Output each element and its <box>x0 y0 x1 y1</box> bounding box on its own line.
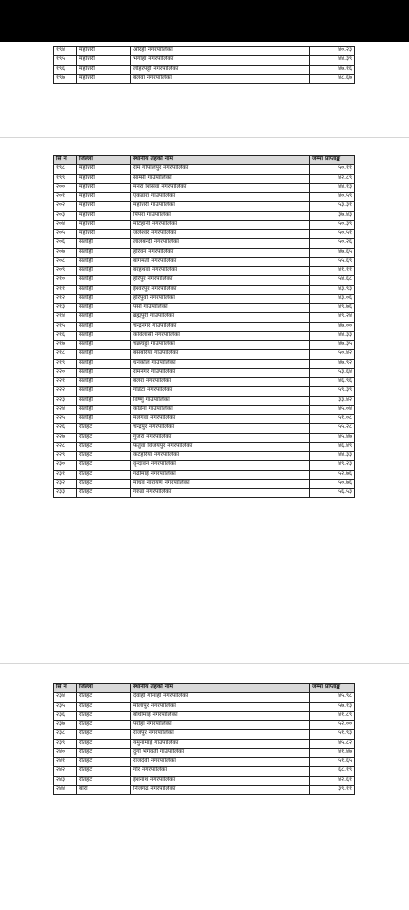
cell-district: सर्लाही <box>77 378 131 387</box>
cell-local-level: गोडैटा नगरपालिका <box>131 387 310 396</box>
cell-district: सर्लाही <box>77 313 131 322</box>
cell-local-level: हरिपुर नगरपालिका <box>131 276 310 285</box>
cell-sn: २०९ <box>54 267 77 276</box>
cell-sn: २१२ <box>54 294 77 303</box>
page-separator <box>0 137 409 138</box>
cell-district: महोत्तरी <box>77 56 131 65</box>
cell-district: सर्लाही <box>77 294 131 303</box>
table-row <box>54 341 355 350</box>
cell-district: रौतहट <box>77 452 131 461</box>
cell-local-level: हरिवन नगरपालिका <box>131 248 310 257</box>
cell-sn: २२६ <box>54 424 77 433</box>
cell-sn: २१७ <box>54 341 77 350</box>
cell-local-level: राजदेवी नगरपालिका <box>131 758 310 767</box>
cell-local-level: गौर नगरपालिका <box>131 767 310 776</box>
cell-sn: २२४ <box>54 405 77 414</box>
cell-district: सर्लाही <box>77 368 131 377</box>
cell-sn: २०१ <box>54 193 77 202</box>
cell-sn: २४३ <box>54 776 77 785</box>
cell-sn: २२८ <box>54 442 77 451</box>
cell-score: ५०.३९ <box>310 220 355 229</box>
cell-local-level: कटहरिया नगरपालिका <box>131 452 310 461</box>
cell-district: सर्लाही <box>77 276 131 285</box>
cell-local-level: बलवा नगरपालिका <box>131 74 310 83</box>
table-row <box>54 350 355 359</box>
cell-local-level: गढीमाई नगरपालिका <box>131 470 310 479</box>
cell-sn: २३६ <box>54 711 77 720</box>
cell-score: ४६.९६ <box>310 378 355 387</box>
header-local-level: स्थानीय तहको नाम <box>131 684 310 693</box>
table-row <box>54 470 355 479</box>
cell-score: ५०.४२ <box>310 350 355 359</box>
score-table-page-3 <box>53 683 355 795</box>
cell-score: ४१.८९ <box>310 711 355 720</box>
cell-sn: २३३ <box>54 489 77 498</box>
table-body <box>54 165 355 498</box>
cell-score: ५६.५३ <box>310 489 355 498</box>
cell-sn: २३७ <box>54 721 77 730</box>
cell-sn: २३२ <box>54 479 77 488</box>
cell-local-level: लोहरपट्टी नगरपालिका <box>131 65 310 74</box>
cell-local-level: बौधीमाई नगरपालिका <box>131 711 310 720</box>
cell-local-level: मलंगवा नगरपालिका <box>131 415 310 424</box>
table-row <box>54 165 355 174</box>
cell-score: ४२.६१ <box>310 776 355 785</box>
cell-local-level: औरही नगरपालिका <box>131 47 310 56</box>
cell-local-level: मनरा शिसवा नगरपालिका <box>131 183 310 192</box>
table-row <box>54 711 355 720</box>
cell-score: ५०.२६ <box>310 239 355 248</box>
cell-sn: २३८ <box>54 730 77 739</box>
table-row <box>54 211 355 220</box>
header-sn: सि नं <box>54 156 77 165</box>
cell-score: ४७.९२ <box>310 359 355 368</box>
cell-sn: २१९ <box>54 359 77 368</box>
table-row <box>54 285 355 294</box>
cell-local-level: देवाही गोनाही नगरपालिका <box>131 693 310 702</box>
cell-score: ५२.७६ <box>310 470 355 479</box>
cell-score: ४६.४९ <box>310 442 355 451</box>
cell-local-level: पर्सा गाउँपालिका <box>131 304 310 313</box>
cell-sn: २३० <box>54 461 77 470</box>
cell-sn: २०६ <box>54 239 77 248</box>
cell-sn: २२५ <box>54 415 77 424</box>
cell-district: सर्लाही <box>77 285 131 294</box>
cell-sn: २४४ <box>54 785 77 794</box>
cell-score: ४०.२३ <box>310 47 355 56</box>
cell-local-level: दुर्गा भगवती गाउँपालिका <box>131 748 310 757</box>
cell-district: रौतहट <box>77 721 131 730</box>
header-district: जिल्ला <box>77 156 131 165</box>
cell-score: ५१.६५ <box>310 758 355 767</box>
table-row <box>54 74 355 83</box>
cell-sn: २४१ <box>54 758 77 767</box>
cell-district: महोत्तरी <box>77 183 131 192</box>
table-row <box>54 730 355 739</box>
cell-sn: २३५ <box>54 702 77 711</box>
cell-local-level: वृन्दावन नगरपालिका <box>131 461 310 470</box>
table-row <box>54 489 355 498</box>
cell-district: महोत्तरी <box>77 165 131 174</box>
cell-district: महोत्तरी <box>77 193 131 202</box>
cell-score: ४४.३३ <box>310 452 355 461</box>
table-row <box>54 248 355 257</box>
cell-score: ५५.२८ <box>310 424 355 433</box>
cell-score: ५३.३१ <box>310 202 355 211</box>
cell-local-level: माधव नारायण नगरपालिका <box>131 479 310 488</box>
cell-sn: २२१ <box>54 378 77 387</box>
table-row <box>54 304 355 313</box>
cell-local-level: फतुवा विजयपुर नगरपालिका <box>131 442 310 451</box>
score-table-page-2 <box>53 155 355 498</box>
cell-score: ५१.९३ <box>310 730 355 739</box>
cell-score: ५०.११ <box>310 165 355 174</box>
cell-score: ५७.१३ <box>310 702 355 711</box>
cell-sn: २३१ <box>54 470 77 479</box>
table-body <box>54 47 355 84</box>
cell-local-level: पिपरा गाउँपालिका <box>131 211 310 220</box>
cell-score: ३९.११ <box>310 785 355 794</box>
cell-local-level: गरुडा नगरपालिका <box>131 489 310 498</box>
table-row <box>54 693 355 702</box>
cell-district: रौतहट <box>77 461 131 470</box>
cell-local-level: चक्रघट्टा गाउँपालिका <box>131 341 310 350</box>
table-row <box>54 758 355 767</box>
cell-local-level: कविलासी नगरपालिका <box>131 331 310 340</box>
cell-district: सर्लाही <box>77 405 131 414</box>
table-row <box>54 174 355 183</box>
cell-sn: २१५ <box>54 322 77 331</box>
cell-sn: २०० <box>54 183 77 192</box>
cell-district: महोत्तरी <box>77 74 131 83</box>
cell-district: सर्लाही <box>77 396 131 405</box>
cell-score: ४९.२४ <box>310 313 355 322</box>
table-row <box>54 193 355 202</box>
table-row <box>54 65 355 74</box>
table-row <box>54 230 355 239</box>
cell-sn: २०२ <box>54 202 77 211</box>
cell-local-level: चन्द्रपुर नगरपालिका <box>131 424 310 433</box>
cell-local-level: रामनगर गाउँपालिका <box>131 368 310 377</box>
cell-district: महोत्तरी <box>77 47 131 56</box>
cell-local-level: एकडारा गाउँपालिका <box>131 193 310 202</box>
cell-district: सर्लाही <box>77 350 131 359</box>
table-header-row <box>54 684 355 693</box>
table-row <box>54 479 355 488</box>
cell-district: सर्लाही <box>77 239 131 248</box>
cell-sn: २०३ <box>54 211 77 220</box>
table-row <box>54 239 355 248</box>
cell-score: ५५.६९ <box>310 257 355 266</box>
table-row <box>54 368 355 377</box>
cell-sn: २३९ <box>54 739 77 748</box>
cell-district: सर्लाही <box>77 415 131 424</box>
cell-score: ५०.५१ <box>310 230 355 239</box>
cell-district: रौतहट <box>77 748 131 757</box>
cell-score: ४७.१६ <box>310 65 355 74</box>
cell-district: रौतहट <box>77 479 131 488</box>
cell-district: महोत्तरी <box>77 211 131 220</box>
cell-local-level: गुजरा नगरपालिका <box>131 433 310 442</box>
table-row <box>54 721 355 730</box>
cell-score: ४४.३३ <box>310 331 355 340</box>
cell-local-level: विष्णु गाउँपालिका <box>131 396 310 405</box>
table-row <box>54 220 355 229</box>
table-row <box>54 415 355 424</box>
cell-district: रौतहट <box>77 767 131 776</box>
cell-score: ५३.६४ <box>310 368 355 377</box>
cell-sn: २२० <box>54 368 77 377</box>
cell-score: ५१.०८ <box>310 415 355 424</box>
cell-sn: २१८ <box>54 350 77 359</box>
table-row <box>54 56 355 65</box>
table-row <box>54 452 355 461</box>
cell-sn: २२३ <box>54 396 77 405</box>
cell-score: ४९.७६ <box>310 304 355 313</box>
cell-score: ४९.२३ <box>310 461 355 470</box>
table-row <box>54 767 355 776</box>
cell-score: ५९.३९ <box>310 387 355 396</box>
table-row <box>54 267 355 276</box>
cell-local-level: जलेश्वर नगरपालिका <box>131 230 310 239</box>
cell-score: ३७.४३ <box>310 211 355 220</box>
top-black-bar <box>0 0 409 42</box>
cell-local-level: कौडेना गाउँपालिका <box>131 405 310 414</box>
cell-sn: २०८ <box>54 257 77 266</box>
cell-sn: १९५ <box>54 56 77 65</box>
cell-local-level: बलरा नगरपालिका <box>131 378 310 387</box>
cell-sn: २२९ <box>54 452 77 461</box>
cell-district: रौतहट <box>77 702 131 711</box>
cell-district: महोत्तरी <box>77 174 131 183</box>
cell-score: ४३.९३ <box>310 285 355 294</box>
table-row <box>54 405 355 414</box>
cell-sn: १९४ <box>54 47 77 56</box>
cell-score: ४४.१३ <box>310 183 355 192</box>
cell-sn: २०५ <box>54 230 77 239</box>
cell-score: ४४.३९ <box>310 56 355 65</box>
cell-score: ६८.१९ <box>310 767 355 776</box>
cell-district: सर्लाही <box>77 331 131 340</box>
cell-score: ४५.९८ <box>310 693 355 702</box>
cell-local-level: ब्रह्मपुरी गाउँपालिका <box>131 313 310 322</box>
cell-district: महोत्तरी <box>77 220 131 229</box>
cell-local-level: राम गोपालपुर नगरपालिका <box>131 165 310 174</box>
table-row <box>54 702 355 711</box>
table-row <box>54 202 355 211</box>
header-sn: सि नं <box>54 684 77 693</box>
cell-local-level: निजगढ नगरपालिका <box>131 785 310 794</box>
table-row <box>54 748 355 757</box>
cell-local-level: परोहा नगरपालिका <box>131 721 310 730</box>
cell-sn: २२७ <box>54 433 77 442</box>
cell-local-level: मौलापुर नगरपालिका <box>131 702 310 711</box>
cell-district: सर्लाही <box>77 248 131 257</box>
cell-sn: २१६ <box>54 331 77 340</box>
cell-score: ४२.८९ <box>310 174 355 183</box>
cell-district: रौतहट <box>77 711 131 720</box>
cell-local-level: बरहथवा नगरपालिका <box>131 267 310 276</box>
table-row <box>54 461 355 470</box>
cell-district: सर्लाही <box>77 341 131 350</box>
table-row <box>54 257 355 266</box>
cell-sn: २११ <box>54 285 77 294</box>
cell-sn: २१४ <box>54 313 77 322</box>
cell-sn: २२२ <box>54 387 77 396</box>
cell-score: ३३.४२ <box>310 396 355 405</box>
table-row <box>54 396 355 405</box>
cell-score: ४१.११ <box>310 267 355 276</box>
cell-district: रौतहट <box>77 758 131 767</box>
cell-district: महोत्तरी <box>77 202 131 211</box>
cell-score: ४५.८२ <box>310 739 355 748</box>
table-row <box>54 785 355 794</box>
cell-district: सर्लाही <box>77 359 131 368</box>
cell-district: बारा <box>77 785 131 794</box>
cell-local-level: ईश्वरपुर नगरपालिका <box>131 285 310 294</box>
cell-district: रौतहट <box>77 470 131 479</box>
cell-local-level: हरिपुर्वा नगरपालिका <box>131 294 310 303</box>
table-row <box>54 739 355 748</box>
table-row <box>54 442 355 451</box>
cell-sn: १९८ <box>54 165 77 174</box>
cell-district: रौतहट <box>77 739 131 748</box>
cell-local-level: धनकौल गाउँपालिका <box>131 359 310 368</box>
score-table-page-1 <box>53 46 355 84</box>
cell-district: महोत्तरी <box>77 65 131 74</box>
page-separator <box>0 663 409 664</box>
cell-score: ५२.०० <box>310 721 355 730</box>
cell-score: ४५.४७ <box>310 433 355 442</box>
cell-district: रौतहट <box>77 424 131 433</box>
cell-sn: १९९ <box>54 174 77 183</box>
cell-district: सर्लाही <box>77 322 131 331</box>
cell-score: ४५.०४ <box>310 405 355 414</box>
table-row <box>54 276 355 285</box>
cell-local-level: यमुनामाई गाउँपालिका <box>131 739 310 748</box>
cell-district: रौतहट <box>77 730 131 739</box>
cell-local-level: महोत्तरी गाउँपालिका <box>131 202 310 211</box>
cell-local-level: बसबरिया गाउँपालिका <box>131 350 310 359</box>
cell-sn: २४० <box>54 748 77 757</box>
header-total-score: जम्मा प्राप्ताङ्क <box>310 684 355 693</box>
header-local-level: स्थानीय तहको नाम <box>131 156 310 165</box>
cell-district: सर्लाही <box>77 267 131 276</box>
cell-sn: २४२ <box>54 767 77 776</box>
table-row <box>54 47 355 56</box>
table-row <box>54 776 355 785</box>
cell-score: ४३.०६ <box>310 294 355 303</box>
cell-sn: २१० <box>54 276 77 285</box>
table-row <box>54 378 355 387</box>
cell-district: सर्लाही <box>77 304 131 313</box>
cell-sn: २३४ <box>54 693 77 702</box>
cell-district: महोत्तरी <box>77 230 131 239</box>
table-body <box>54 693 355 795</box>
cell-score: ५०.७६ <box>310 479 355 488</box>
table-row <box>54 359 355 368</box>
cell-local-level: मटिहानी नगरपालिका <box>131 220 310 229</box>
cell-district: रौतहट <box>77 776 131 785</box>
cell-sn: २१३ <box>54 304 77 313</box>
table-row <box>54 424 355 433</box>
cell-district: रौतहट <box>77 442 131 451</box>
cell-score: ४१.४७ <box>310 748 355 757</box>
table-row <box>54 183 355 192</box>
cell-local-level: भँगाहा नगरपालिका <box>131 56 310 65</box>
cell-score: ४७.६५ <box>310 248 355 257</box>
table-header-row <box>54 156 355 165</box>
cell-sn: १९७ <box>54 74 77 83</box>
cell-local-level: लालबन्दी नगरपालिका <box>131 239 310 248</box>
table-row <box>54 294 355 303</box>
cell-score: ४०.५९ <box>310 193 355 202</box>
cell-local-level: ईशनाथ नगरपालिका <box>131 776 310 785</box>
cell-local-level: चन्द्रनगर गाउँपालिका <box>131 322 310 331</box>
cell-score: ५४.६८ <box>310 276 355 285</box>
table-row <box>54 433 355 442</box>
cell-local-level: बागमती नगरपालिका <box>131 257 310 266</box>
header-district: जिल्ला <box>77 684 131 693</box>
cell-sn: २०४ <box>54 220 77 229</box>
header-total-score: जम्मा प्राप्ताङ्क <box>310 156 355 165</box>
cell-sn: २०७ <box>54 248 77 257</box>
cell-local-level: साम्सी गाउँपालिका <box>131 174 310 183</box>
table-row <box>54 387 355 396</box>
cell-score: ४८.६७ <box>310 74 355 83</box>
cell-local-level: राजपुर नगरपालिका <box>131 730 310 739</box>
cell-district: रौतहट <box>77 693 131 702</box>
cell-district: सर्लाही <box>77 257 131 266</box>
table-row <box>54 313 355 322</box>
table-row <box>54 331 355 340</box>
cell-sn: १९६ <box>54 65 77 74</box>
cell-score: ४७.३५ <box>310 341 355 350</box>
table-row <box>54 322 355 331</box>
cell-district: सर्लाही <box>77 387 131 396</box>
cell-district: रौतहट <box>77 433 131 442</box>
cell-district: रौतहट <box>77 489 131 498</box>
cell-score: ४७.०० <box>310 322 355 331</box>
